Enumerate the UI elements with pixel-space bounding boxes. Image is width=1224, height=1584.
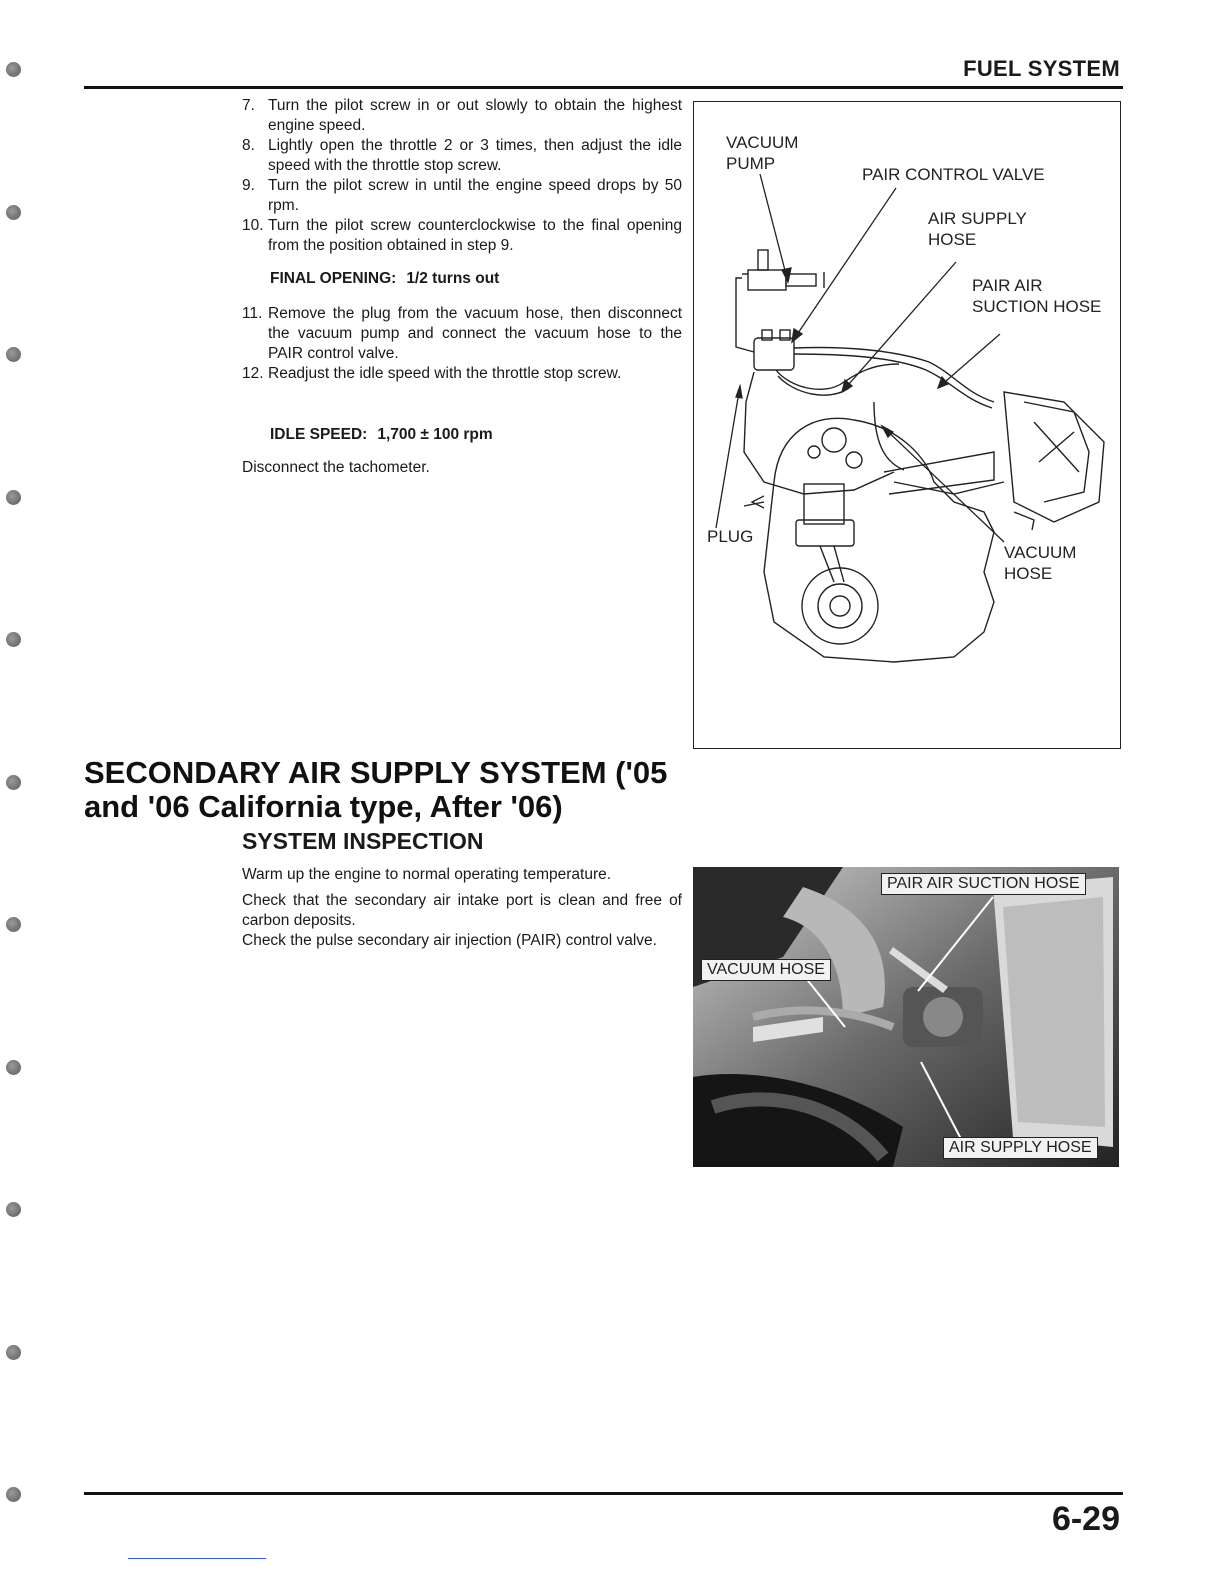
paragraph: Warm up the engine to normal operating temperature. (242, 866, 612, 883)
vacuum-pump-label: VACUUM PUMP (726, 133, 799, 173)
step-item (242, 304, 682, 364)
spec-value: 1,700 ± 100 rpm (377, 426, 493, 443)
binder-hole (6, 490, 21, 505)
footer-rule (84, 1492, 1123, 1495)
step-text: Readjust the idle speed with the throttle stop screw. (268, 365, 622, 382)
step-number: 9. (242, 177, 255, 194)
spec-label: FINAL OPENING: (270, 270, 397, 287)
page-number: 6-29 (1051, 1500, 1120, 1538)
pair-control-valve-label: PAIR CONTROL VALVE (862, 165, 1045, 184)
photo-pair-air-suction-hose-label: PAIR AIR SUCTION HOSE (881, 873, 1086, 895)
photo-vacuum-hose-label: VACUUM HOSE (701, 959, 831, 981)
paragraph: Check the pulse secondary air injection (PAIR) control valve. (242, 932, 657, 949)
procedure-steps-continued (242, 304, 682, 384)
step-number: 10. (242, 217, 264, 234)
step-text: Turn the pilot screw in or out slowly to obtain the highest engine speed. (268, 97, 682, 134)
footer-link-underline (128, 1558, 266, 1559)
step-number: 8. (242, 137, 255, 154)
binder-hole (6, 1345, 21, 1360)
subsection-title: SYSTEM INSPECTION (242, 828, 484, 854)
pair-system-diagram (693, 101, 1121, 749)
step-text: Turn the pilot screw in until the engine speed drops by 50 rpm. (268, 177, 682, 214)
photo-air-supply-hose-label: AIR SUPPLY HOSE (943, 1137, 1098, 1159)
step-item (242, 96, 682, 136)
header-rule (84, 86, 1123, 89)
engine-photo (693, 867, 1119, 1167)
step-number: 11. (242, 305, 263, 322)
binder-hole (6, 347, 21, 362)
step-text: Remove the plug from the vacuum hose, then disconnect the vacuum pump and connect the vacuum hose to the PAIR control valve. (268, 305, 682, 362)
air-supply-hose-label: AIR SUPPLY HOSE (928, 209, 1027, 249)
section-title: SECONDARY AIR SUPPLY SYSTEM ('05 and '06 California type, After '06) (84, 755, 668, 824)
procedure-steps (242, 96, 682, 256)
binder-hole (6, 1202, 21, 1217)
step-item (242, 216, 682, 256)
pair-air-suction-hose-label: PAIR AIR SUCTION HOSE (972, 276, 1102, 316)
step-item (242, 364, 682, 384)
binder-hole (6, 917, 21, 932)
vacuum-hose-label: VACUUM HOSE (1004, 543, 1077, 583)
step-number: 12. (242, 365, 264, 382)
binder-hole (6, 205, 21, 220)
binder-hole (6, 1487, 21, 1502)
disconnect-note: Disconnect the tachometer. (242, 459, 430, 476)
binder-hole (6, 632, 21, 647)
step-item (242, 176, 682, 216)
section-header: FUEL SYSTEM (963, 56, 1120, 81)
binder-hole (6, 62, 21, 77)
paragraph: Check that the secondary air intake port is clean and free of carbon deposits. (242, 892, 682, 929)
engine-photo-image (693, 867, 1119, 1167)
plug-label: PLUG (707, 527, 754, 546)
step-item (242, 136, 682, 176)
final-opening-spec (270, 270, 499, 288)
binder-hole (6, 1060, 21, 1075)
step-text: Turn the pilot screw counterclockwise to the final opening from the position obtained in step 9. (268, 217, 682, 254)
spec-value: 1/2 turns out (406, 270, 500, 287)
idle-speed-spec (270, 426, 493, 444)
spec-label: IDLE SPEED: (270, 426, 368, 443)
engine-line-drawing (694, 102, 1120, 748)
step-text: Lightly open the throttle 2 or 3 times, then adjust the idle speed with the throttle stop screw. (268, 137, 682, 174)
inspection-text (242, 865, 682, 957)
step-number: 7. (242, 97, 255, 114)
binder-hole (6, 775, 21, 790)
